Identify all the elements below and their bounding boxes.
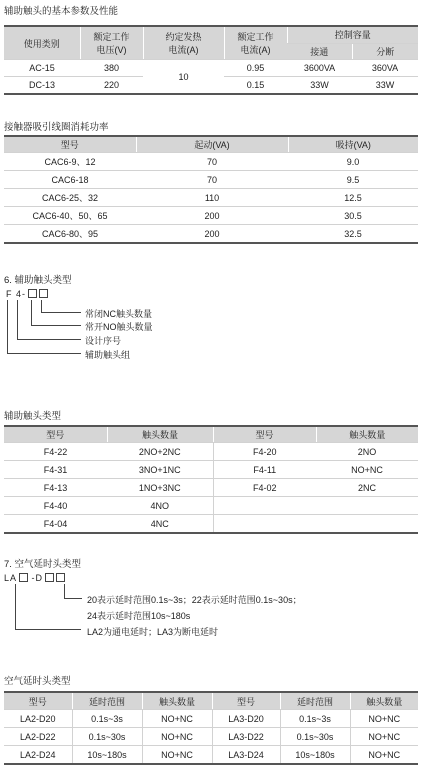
header-heat-l2: 电流(A) xyxy=(168,45,199,55)
delay-code-label: LA2为通电延时；LA3为断电延时 xyxy=(87,627,219,637)
cell-contacts: NO+NC xyxy=(316,461,418,479)
header-hold: 吸持(VA) xyxy=(288,136,418,153)
cell-model: CAC6-80、95 xyxy=(41,229,99,239)
cell-hold: 9.5 xyxy=(288,171,418,189)
cell-model: LA2-D22 xyxy=(4,728,72,746)
aux-code-label: 常闭NC触头数量 xyxy=(85,309,152,319)
cell-usage: AC-15 xyxy=(4,60,80,77)
cell-model: CAC6-9、12 xyxy=(4,153,136,171)
cell-contacts xyxy=(316,515,418,534)
cell-model: F4-11 xyxy=(213,461,316,479)
header-heat-l1: 约定发热 xyxy=(165,32,202,42)
cell-current: 0.15 xyxy=(246,80,265,90)
header-usage: 使用类别 xyxy=(4,26,80,60)
code-box-3 xyxy=(56,573,65,582)
aux-code-label: 设计序号 xyxy=(85,336,122,346)
header-contacts: 触头数量 xyxy=(107,426,213,443)
cell-delay-range: 0.1s~3s xyxy=(280,710,350,728)
table-row xyxy=(4,461,418,479)
header-break: 分断 xyxy=(352,43,418,60)
delay-code-label: 20表示延时范围0.1s~3s；22表示延时范围0.1s~30s； xyxy=(87,595,302,605)
cell-contacts: NO+NC xyxy=(142,728,212,746)
table-row xyxy=(4,497,418,515)
cell-contacts: NO+NC xyxy=(350,746,418,765)
cell-delay-range: 10s~180s xyxy=(72,746,142,765)
header-current-l2: 电流(A) xyxy=(240,45,271,55)
cell-model: CAC6-40、50、65 xyxy=(4,207,136,225)
cell-heat-current: 10 xyxy=(143,60,224,95)
leader-line xyxy=(31,300,32,325)
cell-voltage: 220 xyxy=(103,80,120,90)
section-title-aux-type: 6. 辅助触头类型 xyxy=(4,275,72,286)
cell-model: CAC6-25、32 xyxy=(4,189,136,207)
code-box-2 xyxy=(45,573,54,582)
cell-hold: 32.5 xyxy=(344,228,362,239)
delay-code-diagram xyxy=(4,573,65,583)
aux-code-prefix: F 4- xyxy=(6,289,27,299)
table-header-row xyxy=(4,136,418,153)
header-contacts: 触头数量 xyxy=(316,426,418,443)
aux-code-label: 常开NO触头数量 xyxy=(85,322,153,332)
leader-line xyxy=(31,325,81,326)
header-contacts: 触头数量 xyxy=(350,692,418,710)
header-start: 起动(VA) xyxy=(136,136,288,153)
cell-contacts: 1NO+3NC xyxy=(107,479,213,497)
delay-code-label: 24表示延时范围10s~180s xyxy=(87,611,191,621)
code-box-1 xyxy=(28,289,37,298)
leader-line xyxy=(17,300,18,339)
cell-model: LA2-D20 xyxy=(4,710,72,728)
cell-contacts: 2NO xyxy=(316,443,418,461)
section-title-coil-power: 接触器吸引线圈消耗功率 xyxy=(4,122,109,133)
cell-start: 200 xyxy=(136,207,288,225)
header-delay-range: 延时范围 xyxy=(280,692,350,710)
cell-model: F4-02 xyxy=(213,479,316,497)
header-contacts: 触头数量 xyxy=(142,692,212,710)
delay-code-mid: -D xyxy=(31,573,44,583)
table-row xyxy=(4,443,418,461)
cell-contacts: NO+NC xyxy=(350,728,418,746)
table-header-row xyxy=(4,26,418,43)
header-make: 接通 xyxy=(287,43,352,60)
leader-line xyxy=(17,339,81,340)
section-title-delay-types: 空气延时头类型 xyxy=(4,676,71,687)
cell-delay-range: 0.1s~30s xyxy=(280,728,350,746)
table-row xyxy=(4,189,418,207)
header-heat-current xyxy=(143,26,224,60)
header-model: 型号 xyxy=(4,426,107,443)
cell-contacts: NO+NC xyxy=(350,710,418,728)
aux-types-table xyxy=(4,425,418,534)
leader-line xyxy=(41,300,42,312)
cell-model: F4-40 xyxy=(4,497,107,515)
cell-usage: DC-13 xyxy=(28,80,55,90)
table-row xyxy=(4,710,418,728)
table-row xyxy=(4,479,418,497)
cell-delay-range: 0.1s~30s xyxy=(72,728,142,746)
cell-hold: 30.5 xyxy=(288,207,418,225)
header-voltage-l1: 额定工作 xyxy=(93,32,130,42)
table-row xyxy=(4,171,418,189)
cell-model: LA3-D24 xyxy=(212,746,280,765)
header-voltage xyxy=(80,26,143,60)
cell-make: 3600VA xyxy=(287,60,352,77)
cell-contacts: 2NO+2NC xyxy=(107,443,213,461)
header-voltage-l2: 电压(V) xyxy=(96,45,127,55)
code-box-2 xyxy=(39,289,48,298)
table-row xyxy=(4,515,418,534)
cell-break: 360VA xyxy=(352,60,418,77)
table-row xyxy=(4,225,418,244)
cell-break: 33W xyxy=(375,80,395,90)
cell-contacts: NO+NC xyxy=(142,710,212,728)
section-title-aux-params: 辅助触头的基本参数及性能 xyxy=(4,6,119,17)
code-box-1 xyxy=(19,573,28,582)
cell-model: LA2-D24 xyxy=(19,749,56,760)
aux-code-label: 辅助触头组 xyxy=(85,350,131,360)
aux-code-diagram xyxy=(6,289,48,299)
header-current xyxy=(224,26,287,60)
cell-delay-range: 0.1s~3s xyxy=(72,710,142,728)
cell-contacts xyxy=(316,497,418,515)
leader-line xyxy=(41,312,81,313)
delay-code-prefix: LA xyxy=(4,573,18,583)
leader-line xyxy=(64,598,82,599)
coil-power-table xyxy=(4,135,418,244)
table-row xyxy=(4,746,418,765)
cell-model: F4-20 xyxy=(213,443,316,461)
table-row xyxy=(4,60,418,77)
aux-params-table xyxy=(4,25,418,95)
cell-start: 200 xyxy=(204,228,220,239)
table-row xyxy=(4,153,418,171)
cell-delay-range: 10s~180s xyxy=(280,746,350,765)
cell-model: F4-04 xyxy=(43,518,68,529)
cell-model: CAC6-18 xyxy=(4,171,136,189)
section-title-aux-types: 辅助触头类型 xyxy=(4,411,62,422)
cell-model: LA3-D20 xyxy=(212,710,280,728)
cell-contacts: NO+NC xyxy=(142,746,212,765)
cell-contacts: 2NC xyxy=(316,479,418,497)
cell-start: 110 xyxy=(136,189,288,207)
header-model: 型号 xyxy=(4,692,72,710)
table-row xyxy=(4,728,418,746)
header-model: 型号 xyxy=(4,136,136,153)
cell-model: F4-31 xyxy=(4,461,107,479)
header-current-l1: 额定工作 xyxy=(237,32,274,42)
table-header-row xyxy=(4,692,418,710)
cell-hold: 9.0 xyxy=(288,153,418,171)
cell-model xyxy=(213,497,316,515)
cell-contacts: 3NO+1NC xyxy=(107,461,213,479)
section-title-delay-head: 7. 空气延时头类型 xyxy=(4,559,82,570)
cell-model: F4-22 xyxy=(4,443,107,461)
cell-start: 70 xyxy=(136,171,288,189)
table-row xyxy=(4,207,418,225)
cell-model: LA3-D22 xyxy=(212,728,280,746)
header-delay-range: 延时范围 xyxy=(72,692,142,710)
leader-line xyxy=(64,584,65,598)
cell-current: 0.95 xyxy=(224,60,287,77)
leader-line xyxy=(7,353,81,354)
delay-types-table xyxy=(4,691,418,765)
header-model: 型号 xyxy=(212,692,280,710)
leader-line xyxy=(7,300,8,353)
cell-model: F4-13 xyxy=(4,479,107,497)
leader-line xyxy=(15,584,16,629)
cell-model xyxy=(213,515,316,534)
cell-make: 33W xyxy=(310,80,329,90)
header-capacity: 控制容量 xyxy=(287,26,418,43)
cell-contacts: 4NC xyxy=(150,518,169,529)
cell-contacts: 4NO xyxy=(107,497,213,515)
table-header-row xyxy=(4,426,418,443)
header-model: 型号 xyxy=(213,426,316,443)
leader-line xyxy=(15,629,81,630)
cell-voltage: 380 xyxy=(80,60,143,77)
cell-hold: 12.5 xyxy=(288,189,418,207)
cell-start: 70 xyxy=(136,153,288,171)
